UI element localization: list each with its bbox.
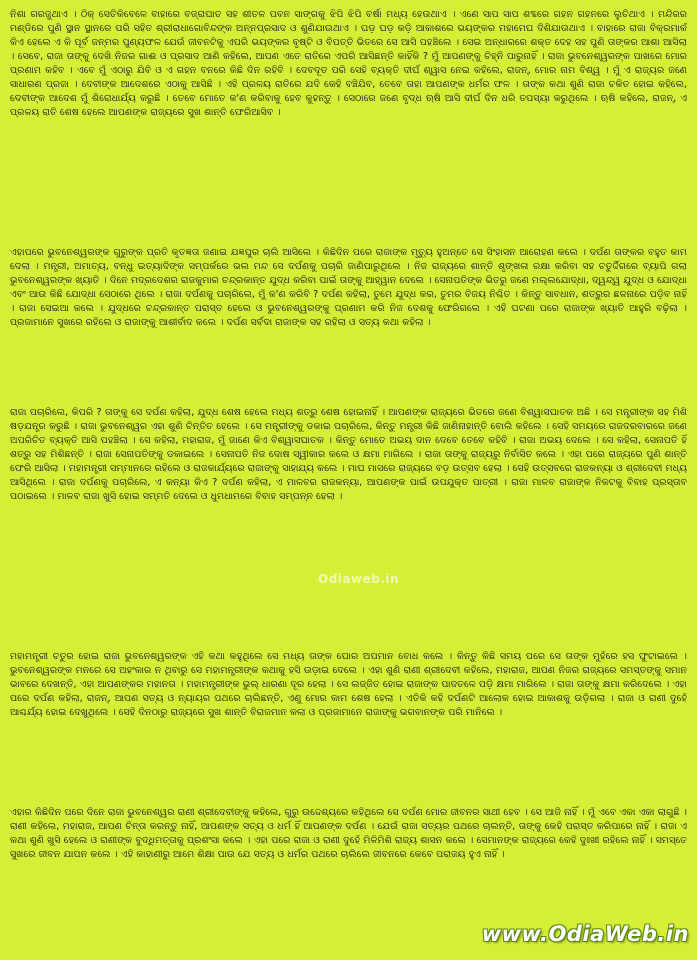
story-paragraph-3: ରାଜା ପଚାରିଲେ, କିପରି ? ତାଙ୍କୁ ସେ ଦର୍ପଣ କହିଲା, ଯୁଦ୍ଧ ଶେଷ ହେଲେ ମଧ୍ୟ ଶତ୍ରୁ ଶେଷ ହୋଇନାହିଁ । ଆପଣଙ୍କ ରାଜ୍ୟରେ ଭିତରେ ଜଣେ ବିଶ୍ୱାସଘାତକ ଅଛି । ସେ ମନ୍ତ୍ରୀଙ୍କ ସହ ମିଶି ଷଡ଼ଯନ୍ତ୍ର କରୁଛି । ରାଜା ଭୁବନେଶ୍ୱର ଏହା ଶୁଣି ଚିନ୍ତିତ ହେଲେ । ସେ ମନ୍ତ୍ରୀଙ୍କୁ ଡକାଇ ପଚାରିଲେ, କିନ୍ତୁ ମନ୍ତ୍ରୀ କିଛି ଜାଣିନାହାନ୍ତି ବୋଲି କହିଲେ । ସେହି ସମୟରେ ରାଜଦରବାରରେ ଜଣେ ଅପରିଚିତ ବ୍ୟକ୍ତି ଆସି ପହଞ୍ଚିଲା । ସେ କହିଲା, ମହାରାଜ, ମୁଁ ଜାଣେ କିଏ ବିଶ୍ୱାସଘାତକ । କିନ୍ତୁ ମୋତେ ଅଭୟ ଦାନ ଦେବେ ତେବେ କହିବି । ରାଜା ଅଭୟ ଦେଲେ । ସେ କହିଲା, ସେନାପତି ହିଁ ଶତ୍ରୁ ସହ ମିଶିଛନ୍ତି । ରାଜା ସେନାପତିଙ୍କୁ ଡକାଇଲେ । ସେନାପତି ନିଜ ଦୋଷ ସ୍ୱୀକାର କଲେ ଓ କ୍ଷମା ମାଗିଲେ । ରାଜା ତାଙ୍କୁ ରାଜ୍ୟରୁ ନିର୍ବାସିତ କଲେ । ଏହା ପରେ ରାଜ୍ୟରେ ପୁଣି ଶାନ୍ତି ଫେରି ଆସିଲା । ମହାମନ୍ତ୍ରୀ ସମ୍ମାନରେ ରହିଲେ ଓ ରାଜକାର୍ଯ୍ୟରେ ରାଜାଙ୍କୁ ସାହାଯ୍ୟ କଲେ । ମାଘ ମାସରେ ରାଜ୍ୟରେ ବଡ଼ ଉତ୍ସବ ହେଲା । ସେହି ଉତ୍ସବରେ ରାଜକନ୍ୟା ଓ ଶ୍ରୀଦେବୀ ମଧ୍ୟ ଆସିଥିଲେ । ରାଜା ଦର୍ପଣକୁ ପଚାରିଲେ, ଏ କନ୍ୟା କିଏ ? ଦର୍ପଣ କହିଲା, ଏ ମାଳବର ରାଜକନ୍ୟା, ଆପଣଙ୍କ ପାଇଁ ଉପଯୁକ୍ତ ପାତ୍ରୀ । ରାଜା ମାଳବ ରାଜାଙ୍କ ନିକଟକୁ ବିବାହ ପ୍ରସ୍ତାବ ପଠାଇଲେ । ମାଳବ ରାଜା ଖୁସି ହୋଇ ସମ୍ମତି ଦେଲେ ଓ ଧୁମଧାମରେ ବିବାହ ସମ୍ପନ୍ନ ହେଲା ।: [10, 407, 687, 502]
story-paragraph-2: ଏହାପରେ ଭୁବନେଶ୍ୱରଙ୍କ ଗୁରୁଙ୍କ ପ୍ରତି କୃତଜ୍ଞତା ଜଣାଇ ଯଜ୍ଞପୁର ଚାଲି ଆସିଲେ । କିଛିଦିନ ପରେ ରାଜାଙ୍କ ମୃତ୍ୟୁ ହୁଅନ୍ତେ ସେ ସିଂହାସନ ଆରୋହଣ କଲେ । ଦର୍ପଣ ତାଙ୍କର ବହୁତ କାମ ଦେଲା । ମନ୍ତ୍ରୀ, ଅମାତ୍ୟ, ବନ୍ଧୁ ଇତ୍ୟାଦିଙ୍କ ସମ୍ପର୍କରେ ଭଲ ମନ୍ଦ ସେ ଦର୍ପଣକୁ ପଚାରି ଜାଣିପାରୁଥିଲେ । ନିଜ ରାଜ୍ୟରେ ଶାନ୍ତି ଶୃଙ୍ଖଳା ରକ୍ଷା କରିବା ସହ ଚତୁର୍ଦ୍ଦିଗରେ ବ୍ୟାପି ଗଲା ଭୁବନେଶ୍ୱରଙ୍କ ଖ୍ୟାତି । ଦିନେ ମଦ୍ରଦେଶର ରାଜକୁମାର ଚନ୍ଦ୍ରକାନ୍ତ ଯୁଦ୍ଧ କରିବା ପାଇଁ ତାଙ୍କୁ ଆହ୍ୱାନ ଦେଲେ । ସେନାପତିଙ୍କ ଭିତରୁ ଜଣେ ମଲ୍ଲଯୋଦ୍ଧା, ଦ୍ୱନ୍ଦ୍ୱ ଯୁଦ୍ଧ ଓ ଯୋଦ୍ଧା ଏବଂ ଆଉ କିଛି ଯୋଦ୍ଧା ସେଠାରେ ଥିଲେ । ରାଜା ଦର୍ପଣକୁ ପଚାରିଲେ, ମୁଁ କ'ଣ କରିବି ? ଦର୍ପଣ କହିଲା, ତୁମେ ଯୁଦ୍ଧ କର, ତୁମର ବିଜୟ ନିଶ୍ଚିତ । କିନ୍ତୁ ସାବଧାନ, ଶତ୍ରୁର ଛଳନାରେ ପଡ଼ିବ ନାହିଁ । ରାଜା ସେଇଆ କଲେ । ଯୁଦ୍ଧରେ ଚନ୍ଦ୍ରକାନ୍ତ ପରାସ୍ତ ହେଲେ ଓ ଭୁବନେଶ୍ୱରଙ୍କୁ ପ୍ରଣାମ କରି ନିଜ ଦେଶକୁ ଫେରିଗଲେ । ଏହି ଘଟଣା ପରେ ରାଜାଙ୍କ ଖ୍ୟାତି ଆହୁରି ବଢ଼ିଲା । ପ୍ରଜାମାନେ ସୁଖରେ ରହିଲେ ଓ ରାଜାଙ୍କୁ ଆଶୀର୍ବାଦ କଲେ । ଦର୍ପଣ ସର୍ବଦା ରାଜାଙ୍କ ସହ ରହିଲା ଓ ସତ୍ୟ କଥା କହିଲା ।: [10, 247, 687, 328]
site-watermark: www.OdiaWeb.in: [481, 922, 689, 946]
center-watermark: Odiaweb.in: [318, 572, 400, 586]
story-paragraph-5: ଏହାର କିଛିଦିନ ପରେ ଦିନେ ରାଜା ଭୁବନେଶ୍ୱର ରାଣୀ ଶ୍ରୀଦେବୀଙ୍କୁ କହିଲେ, ଗୁରୁ ଉଦ୍ଦେଶ୍ୟରେ କହିଥିଲେ ସେ ଦର୍ପଣ ମୋର ଜୀବନର ସାଥୀ ହେବ । ସେ ଆଜି ନାହିଁ । ମୁଁ ଏବେ ଏକା ଏକା ଲାଗୁଛି । ରାଣୀ କହିଲେ, ମହାରାଜ, ଆପଣ ଚିନ୍ତା କରନ୍ତୁ ନାହିଁ, ଆପଣଙ୍କ ସତ୍ୟ ଓ ଧର୍ମ ହିଁ ଆପଣଙ୍କ ଦର୍ପଣ । ଯେଉଁ ରାଜା ସତ୍ୟର ପଥରେ ଚାଲନ୍ତି, ତାଙ୍କୁ କେହି ପରାସ୍ତ କରିପାରେ ନାହିଁ । ରାଜା ଏ କଥା ଶୁଣି ଖୁସି ହେଲେ ଓ ରାଣୀଙ୍କ ବୁଦ୍ଧିମତ୍ତାକୁ ପ୍ରଶଂସା କଲେ । ଏହା ପରେ ରାଜା ଓ ରାଣୀ ଦୁହେଁ ମିଳିମିଶି ରାଜ୍ୟ ଶାସନ କଲେ । ସେମାନଙ୍କ ରାଜ୍ୟରେ କେହି ଦୁଃଖୀ ରହିଲେ ନାହିଁ । ସମସ୍ତେ ସୁଖରେ ଜୀବନ ଯାପନ କଲେ । ଏହି କାହାଣୀରୁ ଆମେ ଶିକ୍ଷା ପାଉ ଯେ ସତ୍ୟ ଓ ଧର୍ମର ପଥରେ ଚାଲିଲେ ଜୀବନରେ କେବେ ପରାଜୟ ହୁଏ ନାହିଁ ।: [10, 807, 687, 860]
story-paragraph-4: ମହାମନ୍ତ୍ରୀ ଚତୁର ହୋଇ ରାଜା ଭୁବନେଶ୍ୱରଙ୍କ ଏହି କଥା କହୁଥିଲେ ସେ ମଧ୍ୟ ତାଙ୍କ ଘୋର ଅପମାନ ବୋଧ କଲେ । କିନ୍ତୁ କିଛି ସମୟ ପରେ ସେ ତାଙ୍କ ମୁହଁରେ ହସ ଫୁଟାଇଲେ । ଭୁବନେଶ୍ୱରଙ୍କ ମନରେ ସେ ଅହଂକାର ନ ଥିବାରୁ ସେ ମହାମନ୍ତ୍ରୀଙ୍କ କଥାକୁ ହସି ଉଡ଼ାଇ ଦେଲେ । ଏହା ଶୁଣି ରାଣୀ ଶ୍ରୀଦେବୀ କହିଲେ, ମହାରାଜ, ଆପଣ ନିଜର ରାଜ୍ୟରେ ସମସ୍ତଙ୍କୁ ସମାନ ଭାବରେ ଦେଖନ୍ତି, ଏହା ଆପଣଙ୍କର ମହାନତା । ମହାମନ୍ତ୍ରୀଙ୍କ ଭୁଲ୍ ଧାରଣା ଦୂର ହେଲା । ସେ ଲଜ୍ଜିତ ହୋଇ ରାଜାଙ୍କ ପାଦତଳେ ପଡ଼ି କ୍ଷମା ମାଗିଲେ । ରାଜା ତାଙ୍କୁ କ୍ଷମା କରିଦେଲେ । ଏହା ପରେ ଦର୍ପଣ କହିଲା, ରାଜନ୍, ଆପଣ ସତ୍ୟ ଓ ନ୍ୟାୟର ପଥରେ ଚାଲିଛନ୍ତି, ଏଣୁ ମୋର କାମ ଶେଷ ହେଲା । ଏତିକି କହି ଦର୍ପଣଟି ଆଲୋକ ହୋଇ ଆକାଶକୁ ଉଡ଼ିଗଲା । ରାଜା ଓ ରାଣୀ ଦୁହେଁ ଆଶ୍ଚର୍ଯ୍ୟ ହୋଇ ଦେଖୁଥିଲେ । ସେହି ଦିନଠାରୁ ରାଜ୍ୟରେ ସୁଖ ଶାନ୍ତି ବିରାଜମାନ କଲା ଓ ପ୍ରଜାମାନେ ରାଜାଙ୍କୁ ଭଗବାନଙ୍କ ପରି ମାନିଲେ ।: [10, 651, 687, 718]
story-paragraph-1: ନିଶା ଗରଜୁଥାଏ । ଠିକ୍ ସେତିକିବେଳେ ବାହାରେ ବଜ୍ରାଘାତ ସହ ଶୀତଳ ପବନ ସାଙ୍ଗକୁ ଝିପି ଝିପି ବର୍ଷା ମଧ୍ୟ ହେଉଥାଏ । ଏଣେ ସାପ ସାପ ଶବ୍ଦରେ ଗହନ ଗହନରେ ଲୁଚିଥାଏ । ମନ୍ଦିରର ମଣ୍ଡିରେ ପୁଣି ସ୍ଥାନ ସ୍ଥାନରେ ପରି ସହିତ ଶ୍ରୀରାଧାଗୋବିନ୍ଦଙ୍କ ଅନ୍ନପ୍ରସାଦ ଓ ଶୁଣିଯାଉଥାଏ । ଘଡ଼ ଘଡ଼ କଡ଼ି ଆକାଶରେ ଭୟଙ୍କର ମହାମେଘ ଦିଶିଯାଉଥାଏ । ବାହାରେ ରାଜା ବିକ୍ରମାର୍କ କିଏ ହେଲେ ଏ କି ପୂର୍ବ ଜନ୍ମର ପୁଣ୍ୟଫଳ ଯେଉଁ ଜୀବନଟିକୁ ଏପରି ଭୟଙ୍କର ବୃଷ୍ଟି ଓ ବିପତ୍ତି ଭିତରେ ସେ ଆସି ପହଞ୍ଚିଲେ । ସେଇ ଅନ୍ଧାରରେ ଶକ୍ତ ଦେହ ସହ ପୁଣି ତାଙ୍କର ଆଶା ଆସିଲା । ସେବେ, ରାଜା ତାଙ୍କୁ ଦେଖି ନିଜର ଗାଈ ଓ ପ୍ରସାଦ ଆଣି କହିଲେ, ଆପଣ ଏତେ ରାତିରେ ଏପରି ଆସିଛନ୍ତି କାହିଁକି ? ମୁଁ ଆପଣଙ୍କୁ ଚିହ୍ନି ପାରୁନାହିଁ । ରାଜା ଭୁବନେଶ୍ୱରଙ୍କ ପାଖରେ ମୋର ପ୍ରଣାମ କହିବ । ଏବେ ମୁଁ ଏଠାରୁ ଯିବି ଓ ଏ ଗହନ ବନରେ କିଛି ଦିନ ରହିବି । ଦେବଦୂତ ପରି ସେହି ବ୍ୟକ୍ତି ଦୀର୍ଘ ଶ୍ୱାସ ନେଇ କହିଲେ, ରାଜନ୍, ମୋର ନାମ ବିଶ୍ୱ । ମୁଁ ଏ ରାଜ୍ୟର ଜଣେ ସାଧାରଣ ପ୍ରଜା । ଦେବୀଙ୍କ ଆଦେଶରେ ଏଠାକୁ ଆସିଛି । ଏହି ପ୍ରଳୟ ରାତିରେ ଯଦି କେହି ବଞ୍ଚିଯିବ, ତେବେ ତାହା ଆପଣଙ୍କ ଧର୍ମର ଫଳ । ତାଙ୍କ କଥା ଶୁଣି ରାଜା ଚକିତ ହୋଇ କହିଲେ, ଦେବୀଙ୍କ ଆଦେଶ ମୁଁ ଶିରୋଧାର୍ଯ୍ୟ କରୁଛି । ତେବେ ମୋତେ କ'ଣ କରିବାକୁ ହେବ କୁହନ୍ତୁ । ସେଠାରେ ଜଣେ ବୃଦ୍ଧ ଋଷି ଆସି ଦୀର୍ଘ ଦିନ ଧରି ତପସ୍ୟା କରୁଥିଲେ । ଋଷି କହିଲେ, ରାଜନ୍, ଏ ପ୍ରଳୟ ରାତି ଶେଷ ହେଲେ ଆପଣଙ୍କ ରାଜ୍ୟରେ ସୁଖ ଶାନ୍ତି ଫେରିଆସିବ ।: [10, 9, 687, 118]
